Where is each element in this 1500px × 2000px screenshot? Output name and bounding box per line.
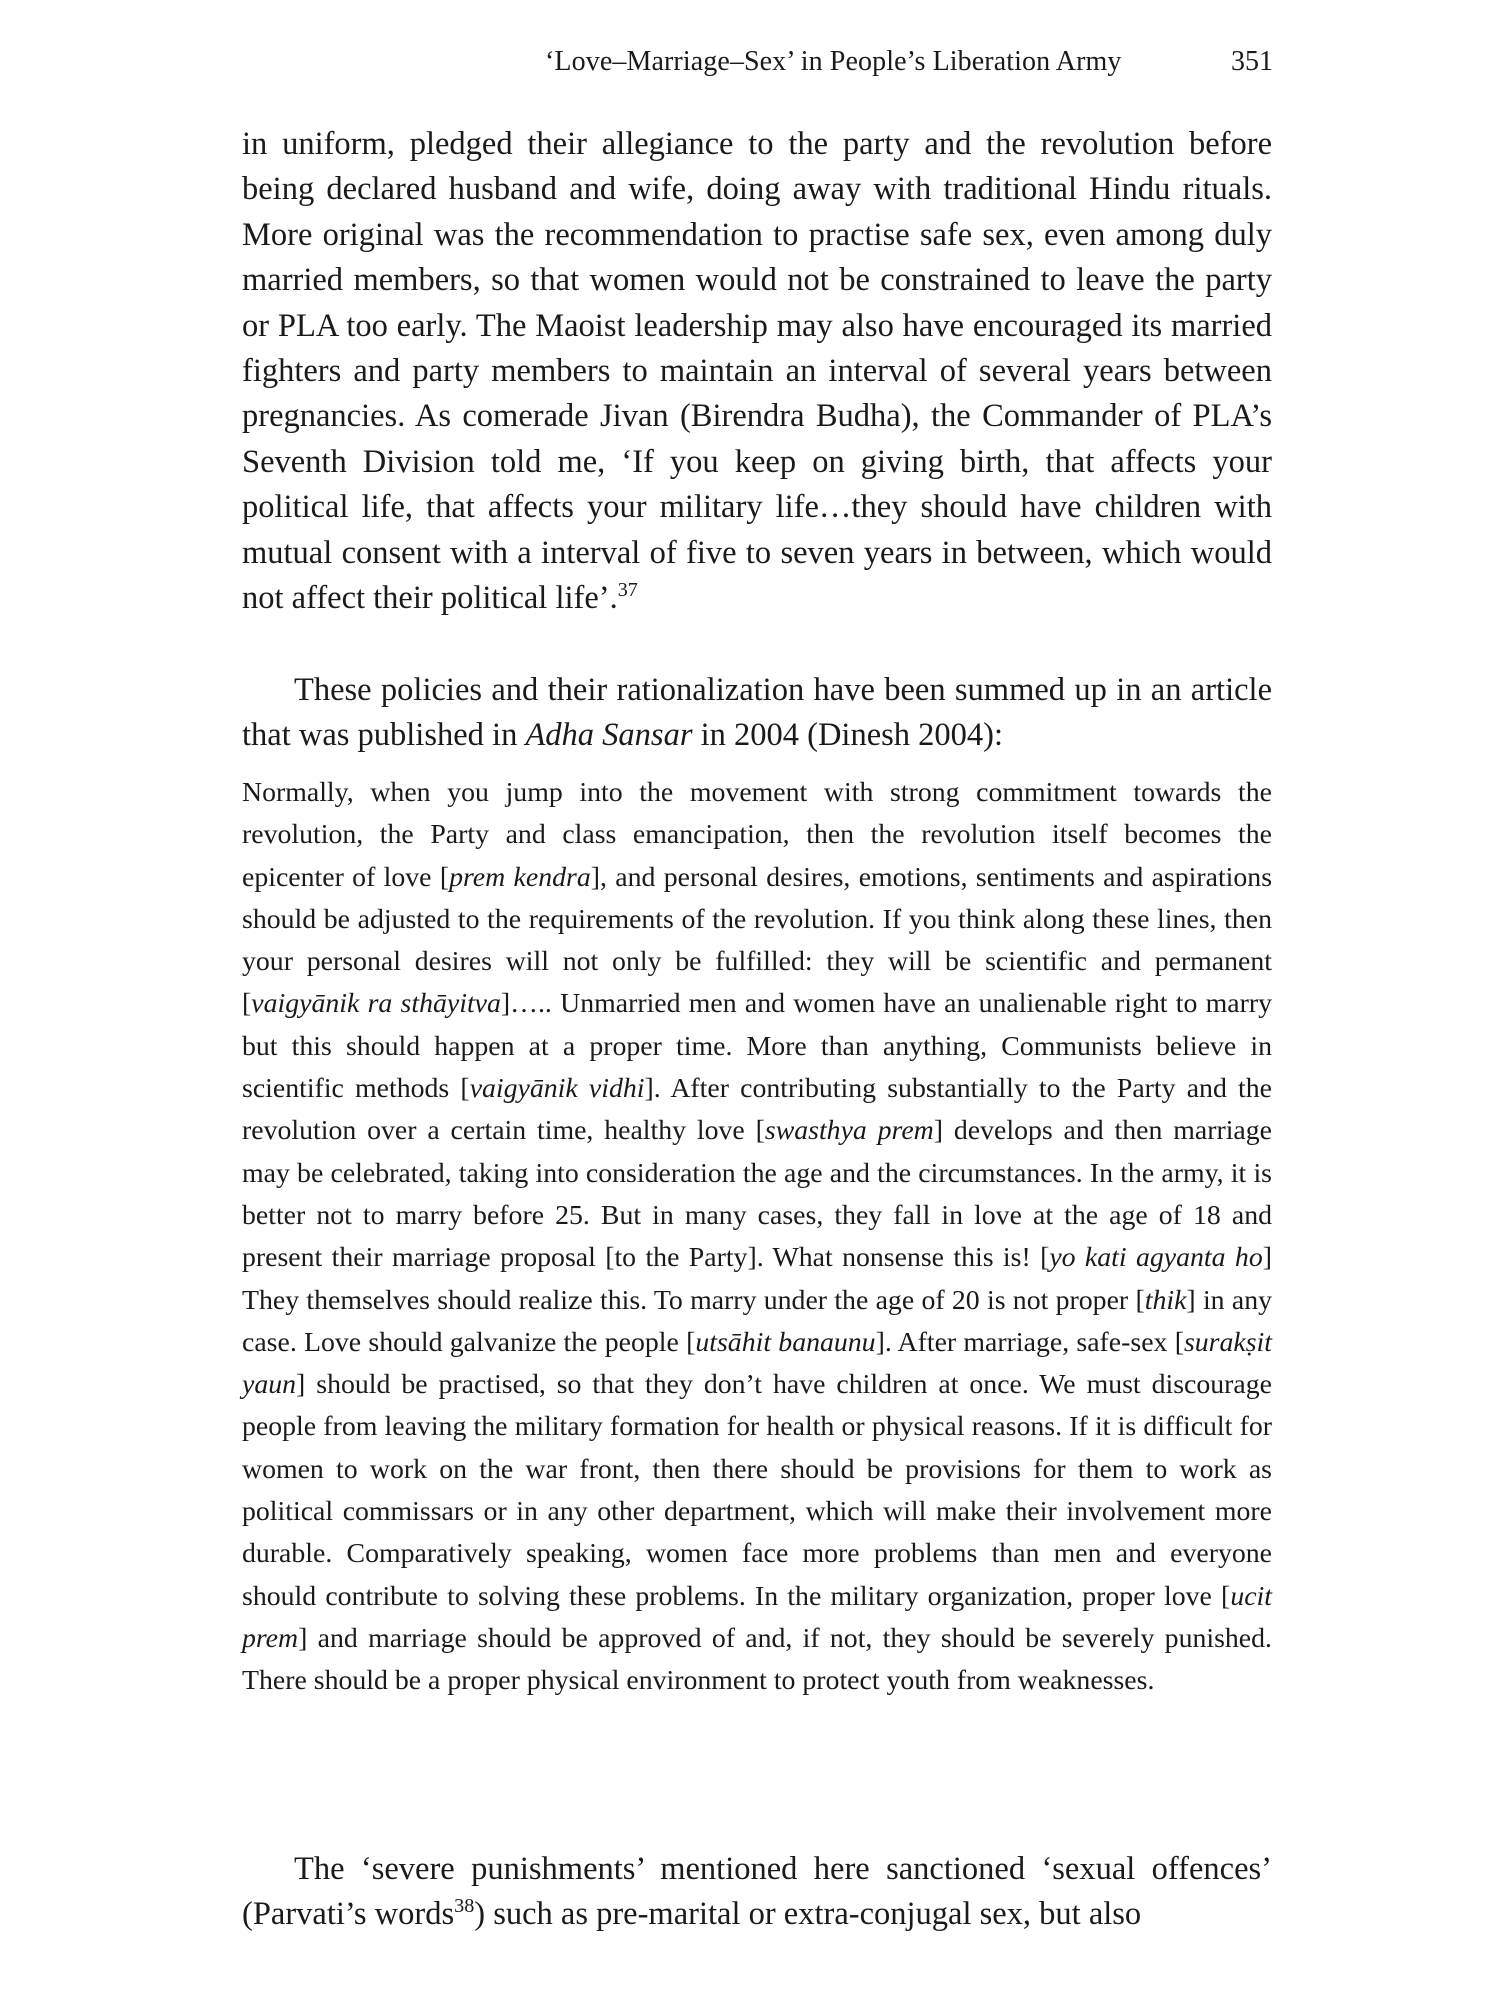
paragraph-2-text-end: in 2004 (Dinesh 2004): (692, 717, 1004, 754)
running-header (545, 46, 1273, 86)
quote-italic-term: vaigyānik vidhi (469, 1073, 645, 1105)
running-title: ‘Love–Marriage–Sex’ in People’s Liberation Army (545, 46, 1122, 77)
quote-text-segment: ] They themselves should realize this. To marry under the age of 20 is not proper [ (242, 1242, 1272, 1316)
footnote-marker-38: 38 (454, 1895, 475, 1918)
block-quotation (242, 772, 1272, 1703)
body-paragraph-2 (242, 668, 1272, 759)
page-number: 351 (1231, 46, 1273, 77)
paragraph-3-text-end: ) such as pre-marital or extra-conjugal sex, but also (474, 1896, 1142, 1933)
quote-italic-term: yo kati agyanta ho (1049, 1242, 1263, 1274)
paragraph-1-text: in uniform, pledged their allegiance to the party and the revolution before being declared husband and wife, doing away with traditional Hindu rituals. More original was the recommendation to practise safe sex, even among duly married members, so that women would not be constrained to leave the party or PLA too early. The Maoist leadership may also have encouraged its married fighters and party members to maintain an interval of several years between pregnancies. As comerade Jivan (Birendra Budha), the Commander of PLA’s Seventh Division told me, ‘If you keep on giving birth, that affects your political life, that affects your military life…they should have children with mutual consent with a interval of five to seven years in between, which would not affect their political life’. (242, 126, 1272, 617)
paragraph-2-text-start: These policies and their rationalization have been summed up in an article that was published in (242, 672, 1272, 754)
quote-text-segment: ]. After marriage, safe-sex [ (875, 1326, 1184, 1358)
quote-italic-term: utsāhit banaunu (695, 1326, 876, 1358)
paragraph-3-text-start: The ‘severe punishments’ mentioned here sanctioned ‘sexual offences’ (Parvati’s words (242, 1851, 1272, 1933)
quote-text-segment: ], and personal desires, emotions, sentiments and aspirations should be adjusted to the requirements of the revolution. If you think along these lines, then your personal desires will not only be fulfilled: they will be scientific and permanent [ (242, 861, 1273, 1020)
footnote-marker-37: 37 (617, 579, 638, 602)
quote-italic-term: thik (1144, 1284, 1187, 1316)
body-paragraph-1 (242, 122, 1272, 621)
quote-text-segment: ] develops and then marriage may be celebrated, taking into consideration the age and the circumstances. In the army, it is better not to marry before 25. But in many cases, they fall in love at the age of 18 and present their marriage proposal [to the Party]. What nonsense this is! [ (242, 1115, 1273, 1274)
quote-italic-term: surakṣit yaun (242, 1326, 1273, 1401)
publication-title: Adha Sansar (525, 717, 693, 754)
quote-text-segment: Normally, when you jump into the movement with strong commitment towards the revolution, the Party and class emancipation, then the revolution itself becomes the epicenter of love [ (242, 777, 1272, 893)
quote-text-segment: ] should be practised, so that they don’t have children at once. We must discourage people from leaving the military formation for health or physical reasons. If it is difficult for women to work on the war front, then there should be provisions for them to work as political commissars or in any other department, which will make their involvement more durable. Comparatively speaking, women face more problems than men and everyone should contribute to solving these problems. In the military organization, proper love [ (242, 1369, 1272, 1612)
body-paragraph-3 (242, 1847, 1272, 1938)
quote-text-segment: ] and marriage should be approved of and, if not, they should be severely punished. There should be a proper physical environment to protect youth from weaknesses. (242, 1622, 1272, 1697)
quote-italic-term: swasthya prem (764, 1115, 934, 1147)
quote-italic-term: vaigyānik ra sthāyitva (251, 988, 501, 1020)
quote-text-segment: ]….. Unmarried men and women have an unalienable right to marry but this should happen at a proper time. More than anything, Communists believe in scientific methods [ (242, 988, 1273, 1105)
quote-text-segment: ] in any case. Love should galvanize the people [ (242, 1284, 1272, 1358)
quote-text-segment: ]. After contributing substantially to the Party and the revolution over a certain time, healthy love [ (242, 1073, 1272, 1147)
quote-italic-term: ucit prem (242, 1580, 1272, 1654)
quote-italic-term: prem kendra (449, 861, 591, 893)
